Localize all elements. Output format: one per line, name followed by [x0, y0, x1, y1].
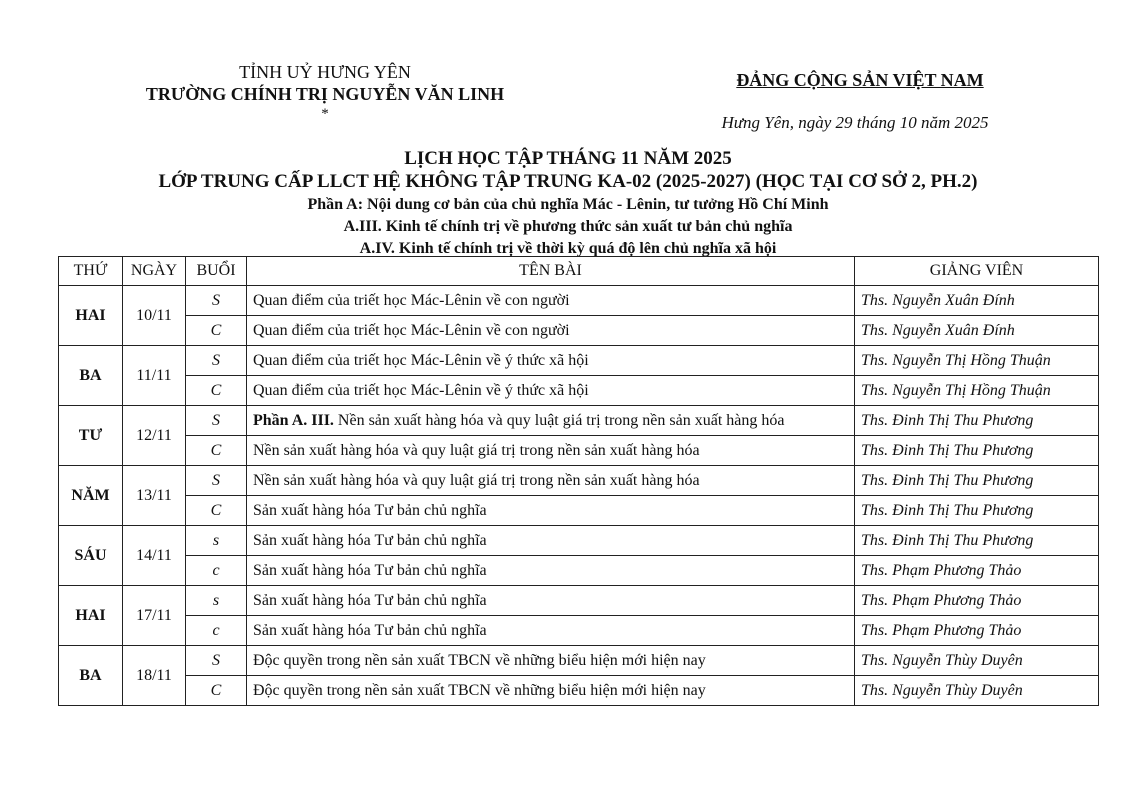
- topic-cell: [247, 676, 855, 706]
- topic-text: Độc quyền trong nền sản xuất TBCN về những biểu hiện mới hiện nay: [253, 681, 706, 699]
- day-cell: NĂM: [59, 466, 123, 526]
- topic-cell: [247, 556, 855, 586]
- session-cell: c: [186, 556, 247, 586]
- day-cell: BA: [59, 646, 123, 706]
- date-cell: 12/11: [123, 406, 186, 466]
- topic-cell: [247, 616, 855, 646]
- topic-cell: [247, 286, 855, 316]
- page-title: LỊCH HỌC TẬP THÁNG 11 NĂM 2025: [404, 148, 732, 169]
- date-cell: 11/11: [123, 346, 186, 406]
- table-row: [59, 526, 1099, 556]
- topic-text: Quan điểm của triết học Mác-Lênin về con người: [253, 321, 570, 339]
- table-row: [59, 436, 1099, 466]
- session-cell: s: [186, 586, 247, 616]
- topic-text: Quan điểm của triết học Mác-Lênin về ý thức xã hội: [253, 381, 589, 399]
- session-cell: S: [186, 406, 247, 436]
- schedule-table: [58, 256, 1099, 706]
- session-cell: C: [186, 496, 247, 526]
- table-row: [59, 316, 1099, 346]
- topic-cell: [247, 406, 855, 436]
- lecturer-cell: Ths. Nguyễn Xuân Đính: [855, 286, 1099, 316]
- date-cell: 13/11: [123, 466, 186, 526]
- org-line-2: TRƯỜNG CHÍNH TRỊ NGUYỄN VĂN LINH: [145, 84, 505, 104]
- lecturer-cell: Ths. Đinh Thị Thu Phương: [855, 466, 1099, 496]
- day-cell: TƯ: [59, 406, 123, 466]
- session-cell: C: [186, 436, 247, 466]
- topic-cell: [247, 586, 855, 616]
- date-cell: 17/11: [123, 586, 186, 646]
- party-name: ĐẢNG CỘNG SẢN VIỆT NAM: [736, 70, 984, 90]
- table-row: [59, 646, 1099, 676]
- day-cell: SÁU: [59, 526, 123, 586]
- session-cell: C: [186, 316, 247, 346]
- date-cell: 18/11: [123, 646, 186, 706]
- topic-cell: [247, 496, 855, 526]
- session-cell: S: [186, 466, 247, 496]
- topic-cell: [247, 316, 855, 346]
- topic-cell: [247, 646, 855, 676]
- lecturer-cell: Ths. Nguyễn Thùy Duyên: [855, 676, 1099, 706]
- day-cell: BA: [59, 346, 123, 406]
- topic-text: Sản xuất hàng hóa Tư bản chủ nghĩa: [253, 501, 487, 519]
- table-row: [59, 556, 1099, 586]
- lecturer-cell: Ths. Nguyễn Thị Hồng Thuận: [855, 346, 1099, 376]
- session-cell: C: [186, 376, 247, 406]
- table-row: [59, 346, 1099, 376]
- lecturer-cell: Ths. Đinh Thị Thu Phương: [855, 526, 1099, 556]
- org-line-1: TỈNH UỶ HƯNG YÊN: [239, 62, 411, 82]
- table-row: [59, 286, 1099, 316]
- table-row: [59, 616, 1099, 646]
- lecturer-cell: Ths. Nguyễn Thùy Duyên: [855, 646, 1099, 676]
- table-row: [59, 496, 1099, 526]
- lecturer-cell: Ths. Phạm Phương Thảo: [855, 616, 1099, 646]
- table-row: [59, 406, 1099, 436]
- topic-text: Sản xuất hàng hóa Tư bản chủ nghĩa: [253, 531, 487, 549]
- lecturer-cell: Ths. Phạm Phương Thảo: [855, 556, 1099, 586]
- session-cell: C: [186, 676, 247, 706]
- session-cell: c: [186, 616, 247, 646]
- table-row: [59, 586, 1099, 616]
- topic-text: Nền sản xuất hàng hóa và quy luật giá trị trong nền sản xuất hàng hóa: [253, 441, 700, 459]
- lecturer-cell: Ths. Đinh Thị Thu Phương: [855, 496, 1099, 526]
- topic-cell: [247, 466, 855, 496]
- topic-text: Nền sản xuất hàng hóa và quy luật giá trị trong nền sản xuất hàng hóa: [253, 471, 700, 489]
- class-title: LỚP TRUNG CẤP LLCT HỆ KHÔNG TẬP TRUNG KA-02 (2025-2027) (HỌC TẠI CƠ SỞ 2, PH.2): [158, 171, 978, 192]
- day-cell: HAI: [59, 586, 123, 646]
- section-a4-heading: A.IV. Kinh tế chính trị về thời kỳ quá độ lên chủ nghĩa xã hội: [359, 240, 777, 257]
- header-lecturer: GIẢNG VIÊN: [855, 257, 1099, 286]
- header-topic: TÊN BÀI: [247, 257, 855, 286]
- lecturer-cell: Ths. Phạm Phương Thảo: [855, 586, 1099, 616]
- session-cell: S: [186, 286, 247, 316]
- table-row: [59, 676, 1099, 706]
- topic-prefix: Phần A. III.: [253, 411, 334, 429]
- topic-text: Quan điểm của triết học Mác-Lênin về ý thức xã hội: [253, 351, 589, 369]
- lecturer-cell: Ths. Đinh Thị Thu Phương: [855, 406, 1099, 436]
- topic-cell: [247, 526, 855, 556]
- session-cell: s: [186, 526, 247, 556]
- date-cell: 14/11: [123, 526, 186, 586]
- table-row: [59, 466, 1099, 496]
- topic-text: Nền sản xuất hàng hóa và quy luật giá trị trong nền sản xuất hàng hóa: [333, 411, 785, 429]
- part-a-heading: Phần A: Nội dung cơ bản của chủ nghĩa Mác - Lênin, tư tưởng Hồ Chí Minh: [307, 196, 829, 213]
- date-line: Hưng Yên, ngày 29 tháng 10 năm 2025: [721, 113, 989, 132]
- table-header-row: [59, 257, 1099, 286]
- topic-cell: [247, 346, 855, 376]
- header-day: THỨ: [59, 257, 123, 286]
- header-star: *: [321, 106, 329, 122]
- section-a3-heading: A.III. Kinh tế chính trị về phương thức sản xuất tư bản chủ nghĩa: [343, 218, 793, 235]
- lecturer-cell: Ths. Đinh Thị Thu Phương: [855, 436, 1099, 466]
- day-cell: HAI: [59, 286, 123, 346]
- topic-text: Độc quyền trong nền sản xuất TBCN về những biểu hiện mới hiện nay: [253, 651, 706, 669]
- topic-text: Sản xuất hàng hóa Tư bản chủ nghĩa: [253, 591, 487, 609]
- topic-cell: [247, 436, 855, 466]
- date-cell: 10/11: [123, 286, 186, 346]
- lecturer-cell: Ths. Nguyễn Xuân Đính: [855, 316, 1099, 346]
- topic-text: Quan điểm của triết học Mác-Lênin về con người: [253, 291, 570, 309]
- table-row: [59, 376, 1099, 406]
- session-cell: S: [186, 646, 247, 676]
- header-date: NGÀY: [123, 257, 186, 286]
- header-session: BUỔI: [186, 257, 247, 286]
- topic-text: Sản xuất hàng hóa Tư bản chủ nghĩa: [253, 561, 487, 579]
- topic-text: Sản xuất hàng hóa Tư bản chủ nghĩa: [253, 621, 487, 639]
- lecturer-cell: Ths. Nguyễn Thị Hồng Thuận: [855, 376, 1099, 406]
- session-cell: S: [186, 346, 247, 376]
- topic-cell: [247, 376, 855, 406]
- schedule-body: [59, 286, 1099, 706]
